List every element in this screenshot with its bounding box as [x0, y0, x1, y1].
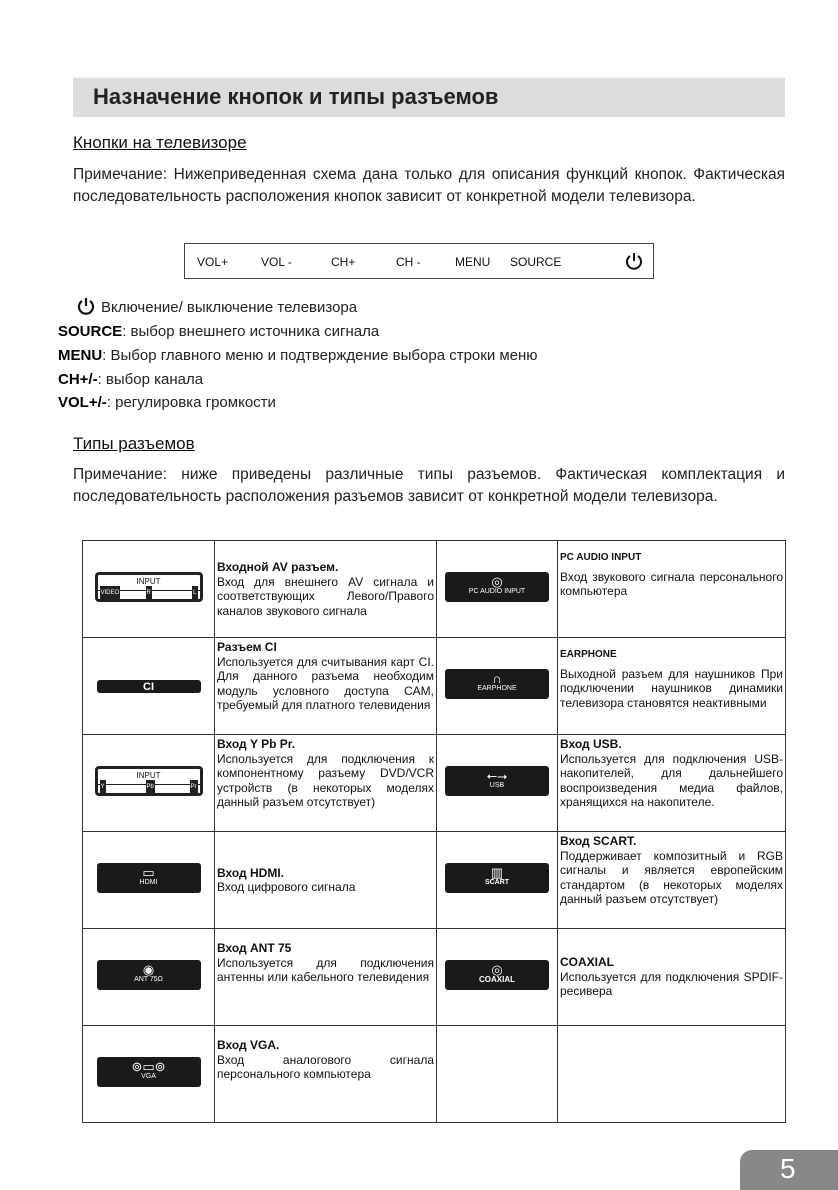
table-row: ▭ HDMI Вход HDMI. Вход цифрового сигнала ▥ SCART Вход SCART. Поддерживает композитный и RGB сигналы и является европейским стандартом (в некоторых моделях данный разъем отсутствует): [83, 832, 786, 929]
earphone-image: ∩ EARPHONE: [437, 638, 558, 735]
legend-vol: VOL+/-: регулировка громкости: [58, 394, 276, 411]
power-icon: [625, 252, 643, 270]
table-row: ⊚▭⊚ VGA Вход VGA. Вход аналогового сигнала персонального компьютера: [83, 1026, 786, 1123]
coaxial-image: ◎ COAXIAL: [437, 929, 558, 1026]
page-number: 5: [780, 1153, 796, 1184]
vga-image: ⊚▭⊚ VGA: [83, 1026, 215, 1123]
panel-source: SOURCE: [510, 255, 562, 269]
buttons-note: Примечание: Нижеприведенная схема дана только для описания функций кнопок. Фактическая последовательность расположения кнопок зависит от конкретной модели телевизора.: [73, 166, 785, 205]
usb-image: ⭠⭢ USB: [437, 735, 558, 832]
section-title-connectors: Типы разъемов: [73, 434, 195, 453]
legend-source: SOURCE: выбор внешнего источника сигнала: [58, 323, 380, 340]
table-row: ◉ ANT 75Ω Вход ANT 75 Используется для подключения антенны или кабельного телевидения ◎ COAXIAL COAXIAL Используется для подключения SPDIF-ресивера: [83, 929, 786, 1026]
table-row: INPUT VIDEO R L Входной AV разъем. Вход для внешнего AV сигнала и соответствующих Левого/Правого каналов звукового сигнала ◎ PC AUDIO INPUT PC AUDIO INPUT Вход звукового сигнала персонального компьютера: [83, 541, 786, 638]
page-number-tab: [740, 1150, 838, 1190]
page-header: [73, 78, 785, 117]
panel-ch-plus: CH+: [331, 255, 356, 269]
table-row: INPUT Y Pb Pr Вход Y Pb Pr. Используется для подключения к компонентному разъему DVD/VCR устройств (в некоторых моделях данный разъем отсутствует) ⭠⭢ USB Вход USB. Используется для подключения USB-накопителей, для дальнейшего воспроизведения медиа файлов, хранящихся на накопителе.: [83, 735, 786, 832]
ci-image: CI: [83, 638, 215, 735]
connectors-note: Примечание: ниже приведены различные типы разъемов. Фактическая комплектация и последовательность расположения разъемов зависит от конкретной модели телевизора.: [73, 466, 785, 505]
panel-menu: MENU: [455, 255, 491, 269]
pc-audio-image: ◎ PC AUDIO INPUT: [437, 541, 558, 638]
button-panel-diagram: [184, 243, 654, 279]
ypbpr-image: INPUT Y Pb Pr: [83, 735, 215, 832]
connectors-table: [82, 540, 786, 1123]
table-row: CI Разъем CI Используется для считывания карт CI. Для данного разъема необходим модуль условного доступа CAM, требуемый для платного телевидения ∩ EARPHONE EARPHONE Выходной разъем для наушников При подключении наушников динамики телевизора становятся неактивными: [83, 638, 786, 735]
page-title: Назначение кнопок и типы разъемов: [93, 84, 499, 109]
ant-image: ◉ ANT 75Ω: [83, 929, 215, 1026]
panel-vol-minus: VOL -: [261, 255, 292, 269]
legend-power: Включение/ выключение телевизора: [77, 297, 357, 316]
power-icon: [77, 297, 95, 315]
panel-ch-minus: CH -: [396, 255, 421, 269]
section-title-buttons: Кнопки на телевизоре: [73, 133, 247, 152]
hdmi-image: ▭ HDMI: [83, 832, 215, 929]
legend-ch: CH+/-: выбор канала: [58, 371, 204, 388]
legend-menu: MENU: Выбор главного меню и подтверждение выбора строки меню: [58, 347, 538, 364]
av-input-image: INPUT VIDEO R L: [83, 541, 215, 638]
panel-vol-plus: VOL+: [197, 255, 229, 269]
scart-image: ▥ SCART: [437, 832, 558, 929]
